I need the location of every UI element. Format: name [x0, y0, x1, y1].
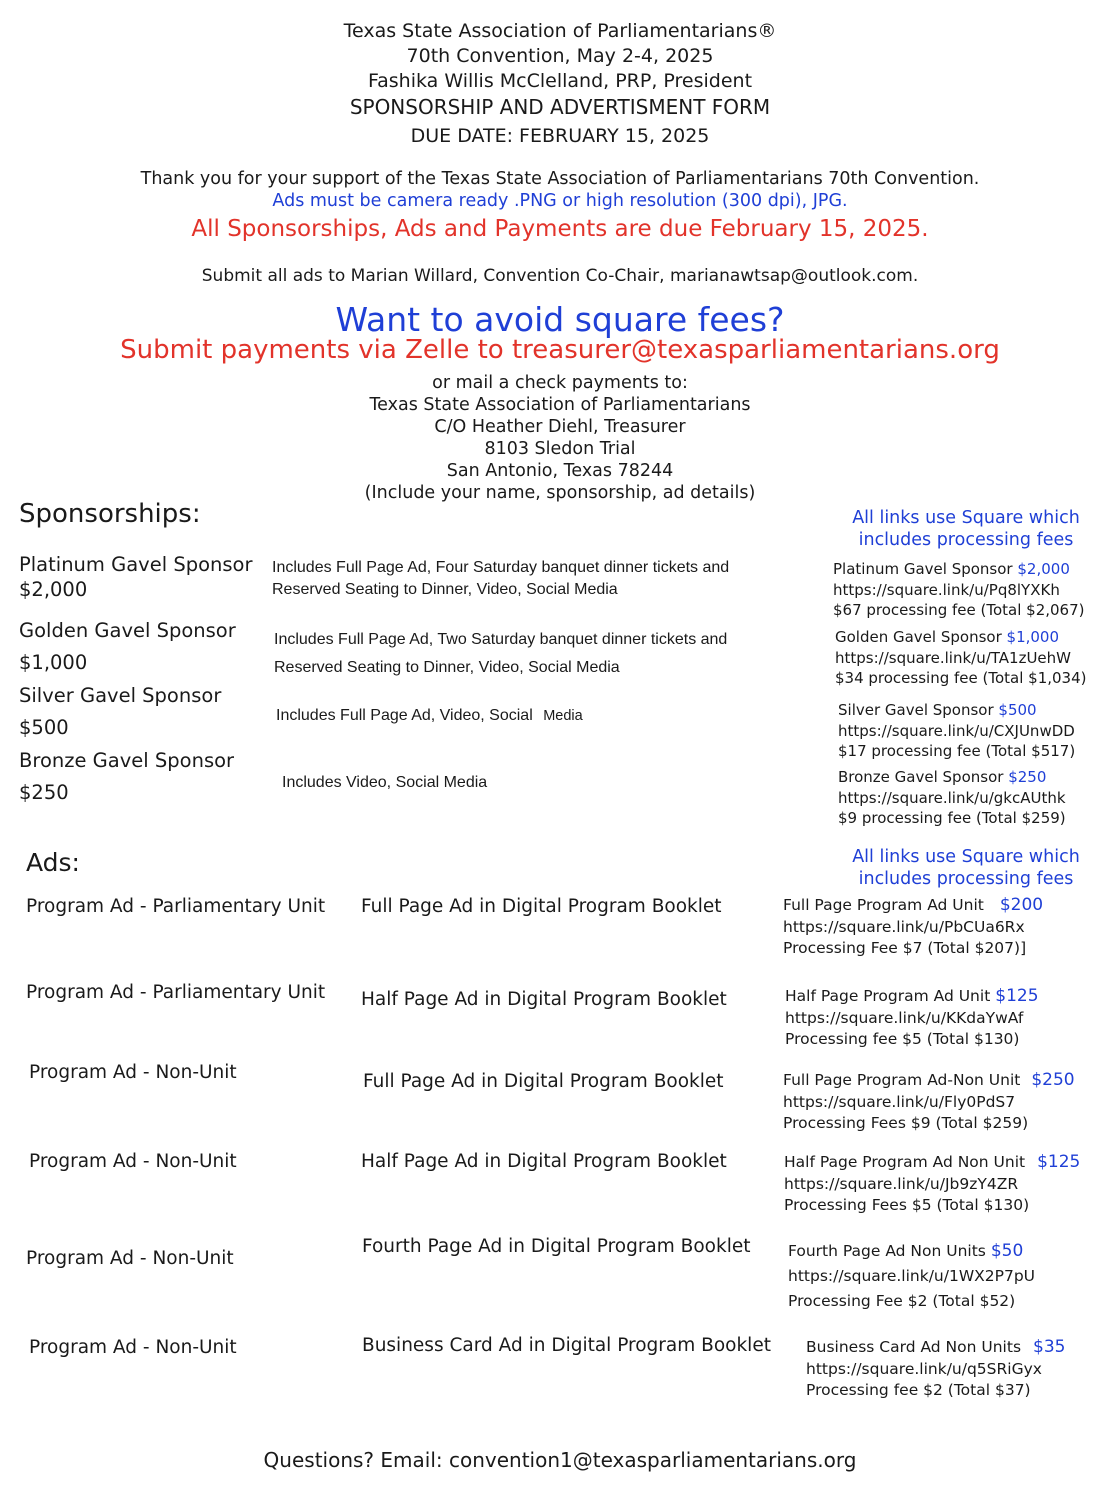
processing-fee: Processing fee $5 (Total $130)	[785, 1030, 1020, 1048]
ad-link-block	[783, 1070, 1075, 1135]
processing-fee: $17 processing fee (Total $517)	[838, 742, 1076, 760]
president-line: Fashika Willis McClelland, PRP, President	[367, 70, 753, 92]
sponsor-price: $500	[19, 716, 69, 739]
link-price: $500	[998, 701, 1037, 719]
desc-line: Includes Full Page Ad, Four Saturday banquet dinner tickets and	[272, 559, 730, 576]
mail-line: or mail a check payments to:	[432, 373, 688, 393]
link-price: $250	[1031, 1070, 1075, 1090]
ad-desc: Half Page Ad in Digital Program Booklet	[361, 989, 727, 1010]
square-link[interactable]: https://square.link/u/gkcAUthk	[838, 788, 1066, 807]
link-label: Platinum Gavel Sponsor	[833, 560, 1013, 578]
sponsor-link-block	[838, 700, 1075, 762]
sponsorship-square-note	[826, 507, 1106, 551]
convention-title: 70th Convention, May 2-4, 2025	[406, 45, 714, 67]
desc-line: Includes Full Page Ad, Two Saturday banquet dinner tickets and	[274, 631, 728, 648]
desc-line: Media	[543, 708, 583, 724]
questions-email: Questions? Email: convention1@texasparliamentarians.org	[263, 1448, 857, 1472]
square-link[interactable]: https://square.link/u/1WX2P7pU	[788, 1267, 1036, 1285]
square-link[interactable]: https://square.link/u/TA1zUehW	[835, 648, 1072, 667]
sponsor-golden	[19, 615, 236, 679]
link-label: Silver Gavel Sponsor	[838, 701, 994, 719]
sponsor-name: Golden Gavel Sponsor	[19, 619, 236, 642]
sponsorships-heading: Sponsorships:	[19, 499, 201, 529]
processing-fee: Processing Fee $7 (Total $207)]	[783, 939, 1027, 957]
ad-type: Program Ad - Non-Unit	[29, 1062, 237, 1083]
ads-format-note: Ads must be camera ready .PNG or high resolution (300 dpi), JPG.	[272, 191, 848, 211]
sponsor-link-block	[838, 767, 1066, 829]
processing-fee: $34 processing fee (Total $1,034)	[835, 669, 1087, 687]
square-link[interactable]: https://square.link/u/q5SRiGyx	[806, 1359, 1042, 1378]
square-link[interactable]: https://square.link/u/Fly0PdS7	[783, 1092, 1016, 1111]
sponsor-price: $2,000	[19, 578, 88, 601]
ad-type: Program Ad - Non-Unit	[26, 1248, 234, 1269]
ads-heading: Ads:	[26, 848, 80, 877]
form-title: SPONSORSHIP AND ADVERTISMENT FORM	[349, 95, 771, 119]
ad-link-block	[785, 986, 1039, 1051]
link-price: $125	[1037, 1152, 1081, 1172]
thanks-line: Thank you for your support of the Texas State Association of Parliamentarians 70th Convention.	[140, 169, 980, 189]
sponsor-name: Silver Gavel Sponsor	[19, 684, 222, 707]
zelle-line: Submit payments via Zelle to treasurer@texasparliamentarians.org	[120, 335, 1000, 365]
ads-square-note	[826, 846, 1106, 890]
submit-ads-line: Submit all ads to Marian Willard, Convention Co-Chair, marianawtsap@outlook.com.	[201, 266, 919, 286]
sponsor-price: $250	[19, 781, 69, 804]
link-price: $200	[999, 895, 1044, 915]
link-price: $1,000	[1006, 628, 1060, 646]
processing-fee: Processing Fees $5 (Total $130)	[784, 1196, 1030, 1214]
mail-line: C/O Heather Diehl, Treasurer	[434, 417, 686, 437]
avoid-fees-headline: Want to avoid square fees?	[335, 300, 785, 339]
note-line: includes processing fees	[858, 530, 1074, 550]
sponsor-link-block	[835, 627, 1087, 689]
processing-fee: $67 processing fee (Total $2,067)	[833, 601, 1085, 619]
org-title: Texas State Association of Parliamentarians®	[343, 20, 777, 42]
desc-line: Reserved Seating to Dinner, Video, Social Media	[274, 659, 620, 676]
ad-type: Program Ad - Parliamentary Unit	[26, 982, 326, 1003]
processing-fee: $9 processing fee (Total $259)	[838, 809, 1066, 827]
desc-line: Includes Full Page Ad, Video, Social	[276, 707, 533, 724]
desc-line: Includes Video, Social Media	[282, 774, 488, 791]
sponsor-desc	[276, 705, 583, 727]
square-link[interactable]: https://square.link/u/Pq8lYXKh	[833, 580, 1060, 599]
link-price: $50	[990, 1241, 1024, 1261]
ad-desc: Full Page Ad in Digital Program Booklet	[363, 1071, 724, 1092]
link-price: $125	[995, 986, 1039, 1006]
ad-link-block	[806, 1337, 1065, 1402]
ad-desc: Fourth Page Ad in Digital Program Booklet	[362, 1236, 751, 1257]
mail-line: Texas State Association of Parliamentarians	[369, 395, 751, 415]
link-price: $2,000	[1017, 560, 1070, 578]
link-label: Half Page Program Ad Non Unit	[784, 1153, 1026, 1171]
link-label: Golden Gavel Sponsor	[835, 628, 1002, 646]
note-line: All links use Square which	[852, 508, 1080, 528]
mail-line: (Include your name, sponsorship, ad details)	[364, 483, 756, 503]
ad-link-block	[784, 1152, 1080, 1217]
ad-type: Program Ad - Parliamentary Unit	[26, 896, 326, 917]
ad-type: Program Ad - Non-Unit	[29, 1337, 237, 1358]
link-label: Full Page Program Ad Unit	[783, 896, 984, 914]
link-label: Bronze Gavel Sponsor	[838, 768, 1004, 786]
ad-link-block	[783, 895, 1043, 960]
desc-line: Reserved Seating to Dinner, Video, Social Media	[272, 581, 618, 598]
link-label: Business Card Ad Non Units	[806, 1338, 1022, 1356]
link-label: Half Page Program Ad Unit	[785, 987, 991, 1005]
link-price: $250	[1008, 768, 1047, 786]
sponsor-platinum	[19, 552, 252, 602]
sponsor-name: Platinum Gavel Sponsor	[19, 553, 253, 576]
ad-desc: Full Page Ad in Digital Program Booklet	[361, 896, 722, 917]
sponsor-desc	[272, 557, 729, 601]
mail-line: San Antonio, Texas 78244	[446, 461, 674, 481]
processing-fee: Processing Fees $9 (Total $259)	[783, 1114, 1029, 1132]
sponsor-bronze	[19, 745, 234, 809]
ad-type: Program Ad - Non-Unit	[29, 1151, 237, 1172]
note-line: All links use Square which	[852, 847, 1080, 867]
ad-desc: Business Card Ad in Digital Program Booklet	[362, 1335, 771, 1356]
sponsor-desc	[282, 772, 487, 794]
sponsor-name: Bronze Gavel Sponsor	[19, 749, 235, 772]
square-link[interactable]: https://square.link/u/KKdaYwAf	[785, 1008, 1024, 1027]
due-date: DUE DATE: FEBRUARY 15, 2025	[410, 125, 710, 147]
mail-line: 8103 Sledon Trial	[484, 439, 636, 459]
link-price: $35	[1033, 1337, 1066, 1357]
mail-address	[0, 372, 1120, 504]
square-link[interactable]: https://square.link/u/PbCUa6Rx	[783, 917, 1025, 936]
square-link[interactable]: https://square.link/u/Jb9zY4ZR	[784, 1174, 1019, 1193]
square-link[interactable]: https://square.link/u/CXJUnwDD	[838, 721, 1075, 740]
processing-fee: Processing fee $2 (Total $37)	[806, 1381, 1031, 1399]
link-label: Fourth Page Ad Non Units	[788, 1242, 986, 1260]
sponsor-desc	[274, 626, 727, 682]
sponsor-link-block	[833, 559, 1085, 621]
due-notice: All Sponsorships, Ads and Payments are due February 15, 2025.	[191, 216, 929, 242]
link-label: Full Page Program Ad-Non Unit	[783, 1071, 1021, 1089]
sponsor-silver	[19, 680, 221, 744]
ad-desc: Half Page Ad in Digital Program Booklet	[361, 1151, 727, 1172]
sponsor-price: $1,000	[19, 651, 88, 674]
ad-link-block	[788, 1239, 1035, 1314]
processing-fee: Processing Fee $2 (Total $52)	[788, 1292, 1016, 1310]
note-line: includes processing fees	[858, 869, 1074, 889]
